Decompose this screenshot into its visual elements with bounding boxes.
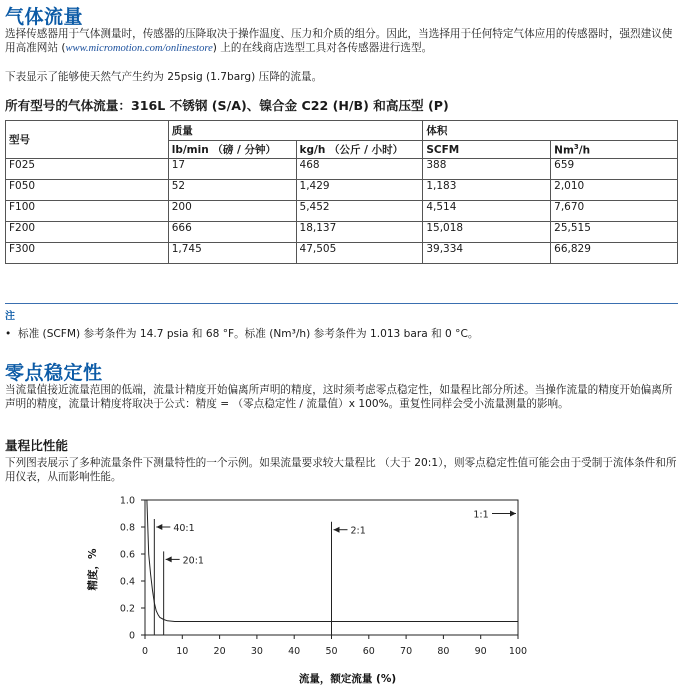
bullet: • [5,328,12,340]
group-header-volume: 体积 [423,121,678,141]
cell-lbmin: 17 [168,159,296,180]
x-tick-label: 90 [474,646,487,657]
column-header-model: 型号 [6,121,169,159]
column-header-lbmin: lb/min （磅 / 分钟） [168,141,296,159]
cell-nm3h: 659 [551,159,678,180]
x-tick-label: 40 [288,646,301,657]
note-text: 标准 (SCFM) 参考条件为 14.7 psia 和 68 °F。标准 (Nm³/h) 参考条件为 1.013 bara 和 0 °C。 [18,328,479,340]
cell-scfm: 1,183 [423,180,551,201]
intro-tail: ) 上的在线商店选型工具对各传感器进行选型。 [212,42,433,54]
gas-flow-table [5,120,678,264]
cell-lbmin: 52 [168,180,296,201]
x-tick-label: 50 [325,646,338,657]
note-title: 注 [5,311,15,322]
x-tick-label: 80 [437,646,450,657]
cell-model: F100 [6,201,169,222]
cell-lbmin: 666 [168,222,296,243]
y-axis-label: 精度，% [87,548,99,591]
column-header-scfm: SCFM [423,141,551,159]
cell-kgh: 5,452 [296,201,423,222]
cell-model: F300 [6,243,169,264]
table-title: 所有型号的气体流量：316L 不锈钢 (S/A)、镍合金 C22 (H/B) 和高压型 (P) [5,98,449,113]
y-tick-label: 0.6 [119,549,135,561]
gas-flow-intro [5,27,678,56]
group-header-mass: 质量 [168,121,423,141]
cell-kgh: 1,429 [296,180,423,201]
cell-nm3h: 25,515 [551,222,678,243]
table-group-header-row [6,121,678,141]
x-tick-label: 30 [250,646,263,657]
chart-plot [86,496,527,686]
y-tick-label: 0 [128,630,135,642]
zero-stability-text: 当流量值接近流量范围的低端，流量计精度开始偏离所声明的精度，这时须考虑零点稳定性，如量程比部分所述。当操作流量的精度开始偏离所声明的精度，流量计精度将取决于公式：精度 = （零点稳定性 / 流量值）x 100%。重复性同样会受小流量测量的影响。 [5,384,673,410]
annotation-label: 1:1 [473,509,489,521]
column-header-nm3h: Nm$^3$/h [551,141,678,159]
cell-kgh: 18,137 [296,222,423,243]
table-row [6,159,678,180]
turndown-text: 下列图表展示了多种流量条件下测量特性的一个示例。如果流量要求较大量程比 （大于 20:1），则零点稳定性值可能会由于受制于流体条件和所用仪表，从而影响性能。 [5,457,677,483]
table-row [6,180,678,201]
cell-lbmin: 200 [168,201,296,222]
table-intro: 下表显示了能够使天然气产生约为 25psig (1.7barg) 压降的流量。 [5,71,323,83]
cell-model: F025 [6,159,169,180]
annotation-arrow-head [510,511,516,517]
note-item [5,326,478,341]
online-store-link[interactable]: www.micromotion.com/onlinestore [65,43,213,54]
cell-scfm: 15,018 [423,222,551,243]
section-title-zero-stability: 零点稳定性 [5,362,103,384]
turndown-chart [0,490,686,692]
intro-text: 选择传感器用于气体测量时，传感器的压降取决于操作温度、压力和介质的组分。因此，当选择用于任何特定气体应用的传感器时，强烈建议使用高准网站 ( [5,28,673,54]
cell-scfm: 39,334 [423,243,551,264]
annotation-arrow-head [156,524,162,530]
annotation-label: 20:1 [182,555,204,567]
x-tick-label: 100 [508,646,528,657]
cell-nm3h: 2,010 [551,180,678,201]
annotation-label: 2:1 [350,525,366,537]
column-header-kgh: kg/h （公斤 / 小时） [296,141,423,159]
cell-kgh: 47,505 [296,243,423,264]
y-tick-label: 0.2 [119,603,135,615]
section-title-turndown: 量程比性能 [5,438,68,453]
cell-scfm: 388 [423,159,551,180]
y-tick-label: 0.8 [119,522,135,534]
x-tick-label: 0 [141,646,149,657]
cell-scfm: 4,514 [423,201,551,222]
cell-model: F200 [6,222,169,243]
y-tick-label: 0.4 [119,576,135,588]
x-tick-label: 70 [400,646,413,657]
cell-lbmin: 1,745 [168,243,296,264]
x-tick-label: 60 [362,646,375,657]
annotation-arrow-head [334,527,340,533]
cell-nm3h: 7,670 [551,201,678,222]
note-divider [5,303,678,304]
table-row [6,243,678,264]
cell-model: F050 [6,180,169,201]
table-row [6,201,678,222]
annotation-label: 40:1 [173,523,195,534]
cell-kgh: 468 [296,159,423,180]
y-tick-label: 1.0 [119,495,135,507]
section-title-gas-flow: 气体流量 [5,6,84,28]
x-tick-label: 20 [213,646,226,657]
annotation-arrow-head [166,556,172,562]
x-tick-label: 10 [176,646,189,657]
x-axis-label: 流量，额定流量 (%) [298,673,397,685]
cell-nm3h: 66,829 [551,243,678,264]
table-row [6,222,678,243]
